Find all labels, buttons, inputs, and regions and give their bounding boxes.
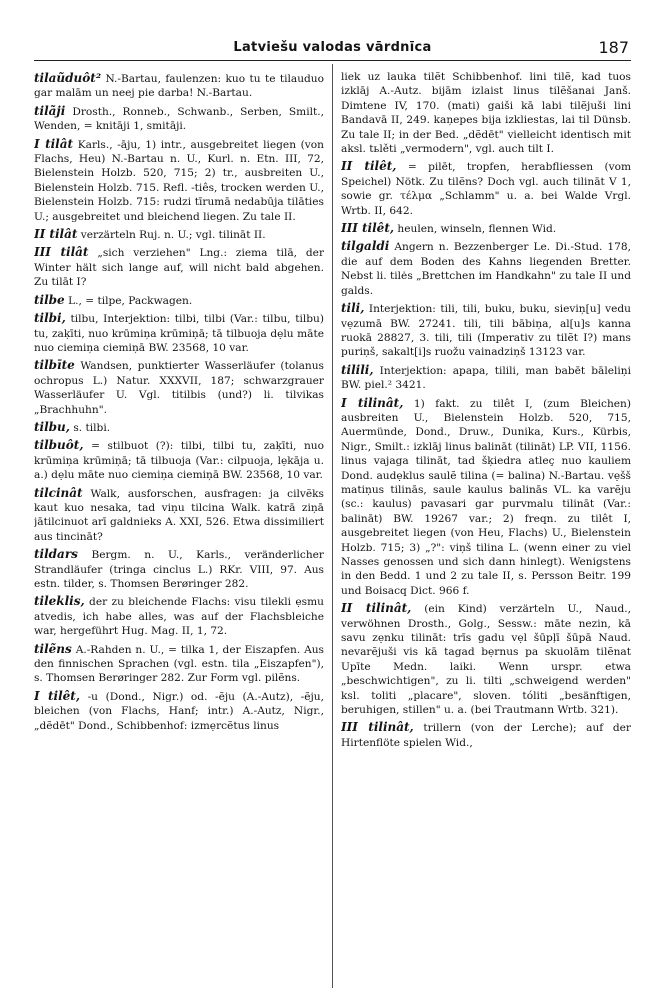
dictionary-entry <box>34 103 324 134</box>
entry-headword: tili, <box>341 301 365 316</box>
left-column <box>34 70 324 982</box>
entry-definition: Wandsen, punktierter Wasserläufer (tolanus ochropus L.) Natur. XXXVII, 187; schwarzgrauer Wasserläufer U. Vgl. titilbis (und?) li. tilvikas „Brachhuhn". <box>34 360 324 416</box>
entry-headword: tilbu, <box>34 419 70 434</box>
entry-headword: III tilêt, <box>341 221 395 236</box>
entry-headword: tilcinât <box>34 485 83 500</box>
entry-headword: II tilêt, <box>341 159 397 174</box>
entry-headword: I tilinât, <box>341 395 404 410</box>
dictionary-entry <box>341 220 631 236</box>
page-number: 187 <box>598 38 629 57</box>
dictionary-entry <box>34 419 324 435</box>
entry-headword: tilgaldi <box>341 239 390 254</box>
entry-definition: Walk, ausforschen, ausfragen: ja cilvẽks kaut kuo nesaka, tad viņu tilcina Walk. katrā ziņā jātilcinuot arī galdnieks A. XXI, 526. Etwa dissimiliert aus tincināt? <box>34 487 324 543</box>
dictionary-entry <box>341 238 631 298</box>
dictionary-entry <box>34 437 324 482</box>
entry-definition: heulen, winseln, flennen Wid. <box>397 223 557 236</box>
entry-definition: „sich verziehen" Lng.: ziema tilā, der Winter hält sich lange auf, will nicht bald abgehen. Zu tilāt I? <box>34 247 324 289</box>
dictionary-entry <box>34 641 324 686</box>
entry-headword: I tilêt, <box>34 688 81 703</box>
entry-headword: tilbi, <box>34 311 66 326</box>
dictionary-entry <box>34 357 324 417</box>
dictionary-entry <box>341 362 631 393</box>
entry-headword: tilbe <box>34 292 65 307</box>
entry-headword: II tilât <box>34 227 78 242</box>
dictionary-entry <box>341 158 631 218</box>
dictionary-entry <box>34 546 324 591</box>
entry-headword: tildars <box>34 547 78 562</box>
entry-definition: (ein Kind) verzärteln U., Naud., verwöhnen Drosth., Golg., Sessw.: māte nezin, kā savu zẹnku tilināt: trīs gadu vẹl šūpļī šūpā Naud. nevarẽjuši vis kā tagad bẹrnus pa skuolām tilẽnat Upīte Medn. laiki. Wenn urspr. etwa „beschwichtigen", zu li. tilti „schweigend werden" ksl. toliti „placare", sloven. tóliti „besänftigen, beruhigen, stillen" u. a. (bei Trautmann Wrtb. 321). <box>341 603 631 717</box>
entry-definition: trillern (von der Lerche); auf der Hirtenflöte spielen Wid., <box>341 722 631 749</box>
dictionary-entry <box>34 292 324 308</box>
entry-definition: Karls., -āju, 1) intr., ausgebreitet liegen (von Flachs, Heu) N.-Bartau n. U., Kurl. n. Etn. III, 72, Bielenstein Holzb. 520, 715; 2) tr., ausbreiten U., Bielenstein Holzb. 715. Refl. -tiês, trocken werden U., Bielenstein Holzb. 715: rudzi tīrumā nedabūja tilāties U.; ausgebreitet und bleichend liegen. Zu tale II. <box>34 138 324 223</box>
entry-definition: tilbu, Interjektion: tilbi, tilbi (Var.: tilbu, tilbu) tu, zaķīti, nuo krūmiņa krūmiņā; tā tilbuoja dẹlu māte nuo ciemiņa ciemiņā BW. 23568, 10 var. <box>34 313 324 354</box>
dictionary-entry <box>341 719 631 750</box>
entry-headword: II tilinât, <box>341 601 412 616</box>
running-title: Latviešu valodas vārdnīca <box>233 40 432 55</box>
entry-definition: L., = tilpe, Packwagen. <box>68 294 193 307</box>
dictionary-entry <box>34 310 324 355</box>
entry-definition: Angern n. Bezzenberger Le. Di.-Stud. 178, die auf dem Boden des Kahns liegenden Bretter. Nebst li. tilės „Brettchen im Handkahn" zu tale II und galds. <box>341 241 631 297</box>
dictionary-entry <box>341 600 631 717</box>
dictionary-entry <box>34 70 324 101</box>
entry-definition: der zu bleichende Flachs: visu tilekli ẹsmu atvedis, ich habe alles, was auf der Flachsbleiche war, hergeführt Hug. Mag. II, 1, 72. <box>34 596 324 638</box>
entry-headword: tilẽns <box>34 641 72 656</box>
dictionary-entry <box>34 593 324 638</box>
entry-definition: -u (Dond., Nigr.) od. -ẽju (A.-Autz), -ẽju, bleichen (von Flachs, Hanf; intr.) A.-Autz, Nigr., „dẽdēt" Dond., Schibbenhof: izmẹrcẽtus linus <box>34 690 324 732</box>
entry-definition: Drosth., Ronneb., Schwanb., Serben, Smilt., Wenden, = knitāji 1, smitāji. <box>34 105 324 133</box>
dictionary-entry <box>341 395 631 599</box>
page-header <box>34 38 631 61</box>
entry-definition: verzärteln Ruj. n. U.; vgl. tilināt II. <box>80 229 266 242</box>
entry-headword: I tilât <box>34 136 74 151</box>
entry-definition: s. tilbi. <box>73 421 111 434</box>
entry-definition: Bergm. n. U., Karls., veränderlicher Strandläufer (tringa cinclus L.) RKr. VIII, 97. Aus estn. tilder, s. Thomsen Berøringer 282. <box>34 549 324 590</box>
entry-headword: tilbuôt, <box>34 438 84 453</box>
dictionary-entry <box>34 136 324 224</box>
dictionary-entry <box>34 244 324 289</box>
entry-definition: = pilēt, tropfen, herabfliessen (vom Speichel) Nötk. Zu tilẽns? Doch vgl. auch tilināt V 1, sowie gr. τέλμα „Schlamm" u. a. bei Walde Vrgl. Wrtb. II, 642. <box>341 161 631 217</box>
entry-definition: N.-Bartau, faulenzen: kuo tu te tilauduo gar malām un neej pie darba! N.-Bartau. <box>34 73 324 100</box>
dictionary-entry <box>34 226 324 242</box>
entry-definition: = stilbuot (?): tilbi, tilbi tu, zaķīti, nuo krūmiņa krūmiņā; tā tilbuoja (Var.: cilpuoja, lẹkāja u. a.) dẹlu māte nuo ciemiņa ciemiņā BW. 23568, 10 var. <box>34 440 324 482</box>
entry-headword: tileklis, <box>34 594 85 609</box>
entry-definition: A.-Rahden n. U., = tilka 1, der Eiszapfen. Aus den finnischen Sprachen (vgl. estn. tila „Eiszapfen"), s. Thomsen Berøringer 282. Zur Form vgl. pilẽns. <box>34 643 324 685</box>
entry-definition: 1) fakt. zu tilêt I, (zum Bleichen) ausbreiten U., Bielenstein Holzb. 520, 715, Auermünde, Dond., Druw., Dunika, Kurs., Kürbis, Nigr., Smilt.: izklāj linus balināt (tilināt) LP. VII, 1156. linus vajaga tilināt, tad šķiedra atleç nuo kauliem Dond. audẹklus saulẽ tilina (= balina) N.-Bartau. vẹšš matiņus tilinās, saule kaulus balinās VL. ka varẽju (sc.: kaulus) pavasari gar purvmalu tilināt (Var.: balināt) BW. 19267 var.; 2) freqn. zu tilêt I, ausgebreitet liegen (von Heu, Flachs) U., Bielenstein Holzb. 715; 3) „?": viņš tilina L. (wenn einer zu viel Nasses genossen und sich dann hinlegt). Wenigstens in den Bedd. 1 und 2 zu tale II, s. Persson Beitr. 199 und Boisacq Dict. 966 f. <box>341 397 631 597</box>
entry-headword: tilbīte <box>34 358 75 373</box>
dictionary-entry <box>341 70 631 156</box>
entry-definition: Interjektion: apapa, tilili, man babēt bāleliņi BW. piel.² 3421. <box>341 364 631 392</box>
entry-headword: III tilât <box>34 245 89 260</box>
dictionary-entry <box>34 485 324 545</box>
entry-definition: Interjektion: tili, tili, buku, buku, sieviņ[u] vedu vẹzumā BW. 27241. tili, tili bābiņa, al[u]s kanna ruokā 28827, 3. tili, tili (Imperativ zu tilẽt I?) mans puriņš, sakalt[i]s ruožu vainadziņš 13123 var. <box>341 303 631 359</box>
entry-headword: tilãji <box>34 103 66 118</box>
entry-headword: tilili, <box>341 362 374 377</box>
dictionary-entry <box>34 688 324 733</box>
entry-headword: tilaũduôt² <box>34 71 102 85</box>
dictionary-entry <box>341 300 631 360</box>
entry-definition: liek uz lauka tilẽt Schibbenhof. lini tilẽ, kad tuos izklāj A.-Autz. bijām izlaist linus tilẽšanai Janš. Dimtene IV, 170. (mati) gaiši kā labi tilẽjuši lini Bandavā II, 249. kaņepes bija izkliestas, lai til Dünsb. Zu tale II; in der Bed. „dẽdēt" vielleicht identisch mit aksl. tьlěti „vermodern", vgl. auch tilt I. <box>341 71 631 156</box>
right-column <box>341 70 631 982</box>
entry-headword: III tilinât, <box>341 720 414 735</box>
column-divider <box>332 64 333 988</box>
